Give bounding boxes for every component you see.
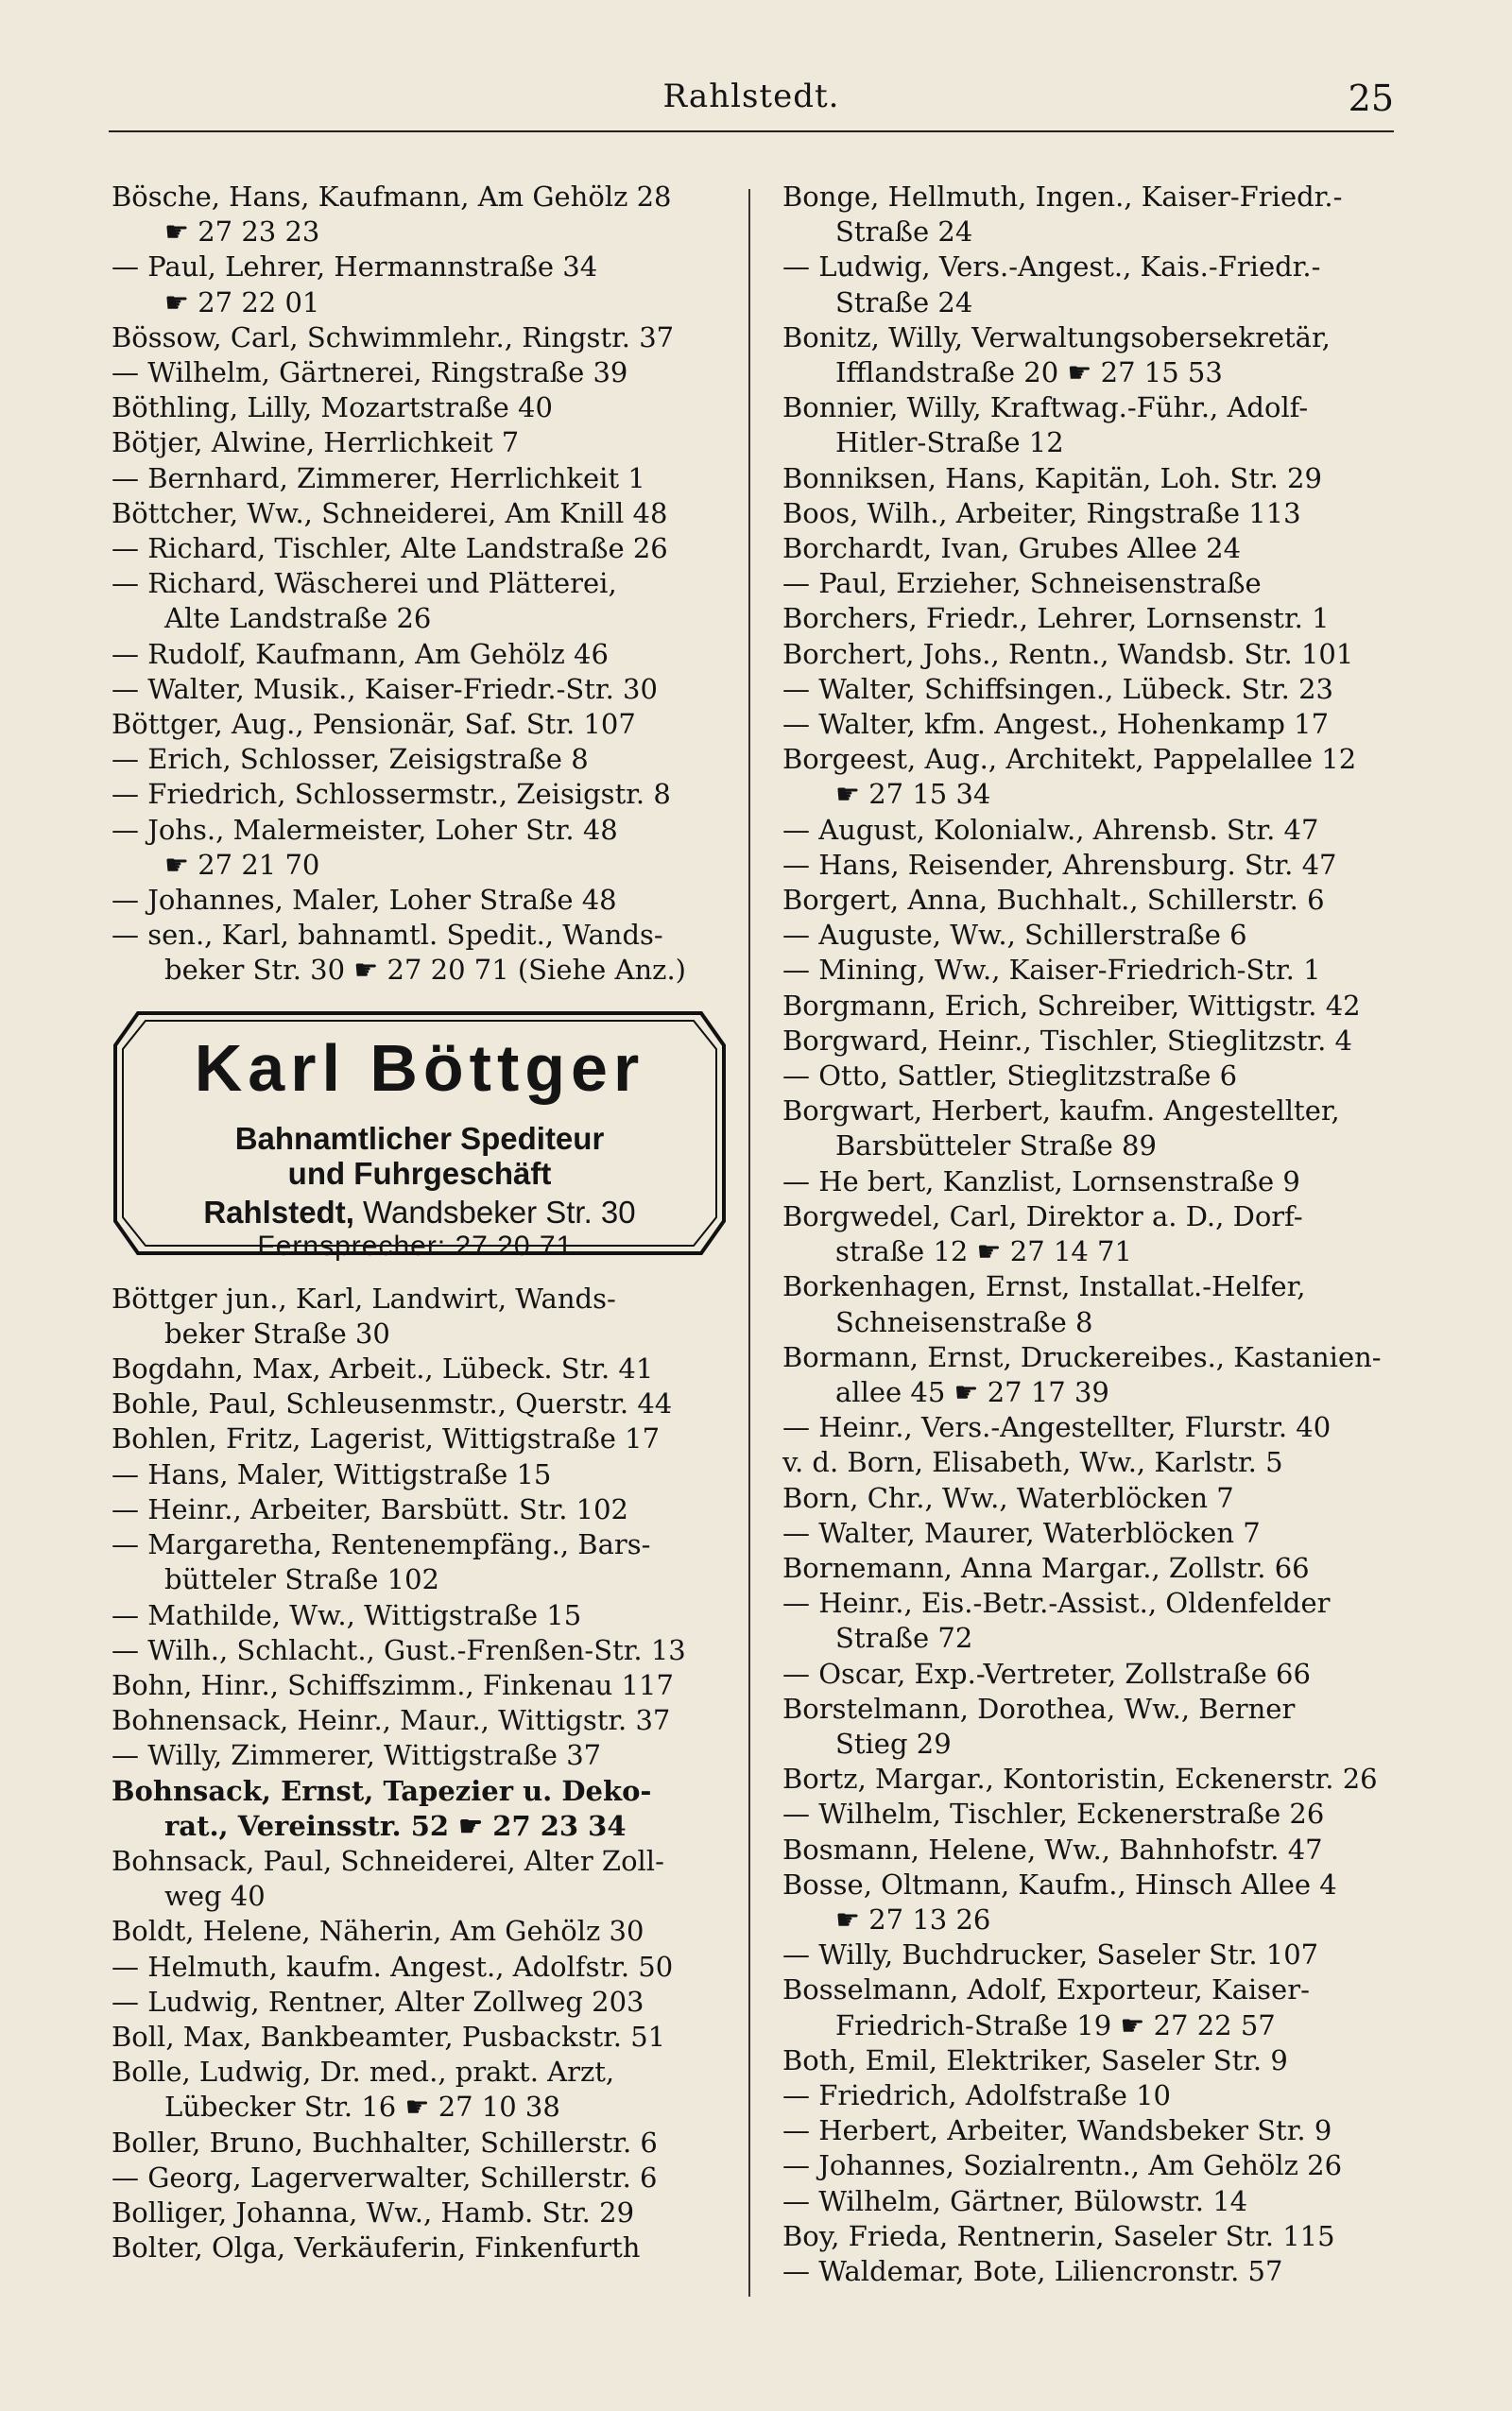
directory-entry: [112, 883, 728, 918]
directory-entry: [782, 180, 1399, 250]
directory-entry: [112, 1457, 728, 1492]
directory-entry: [112, 390, 728, 425]
entry-continuation: Barsbütteler Straße 89: [835, 1129, 1157, 1162]
entry-text: Bogdahn, Max, Arbeit., Lübeck. Str. 41: [112, 1352, 654, 1386]
directory-entry: [782, 1516, 1399, 1551]
entry-text: — Johannes, Maler, Loher Straße 48: [112, 884, 617, 917]
entry-text: Borgeest, Aug., Architekt, Pappelallee 12: [782, 743, 1357, 776]
directory-entry: [782, 813, 1399, 848]
directory-entry: [112, 1492, 728, 1527]
entry-text: — Walter, kfm. Angest., Hohenkamp 17: [782, 708, 1330, 741]
entry-text: — Erich, Schlosser, Zeisigstraße 8: [112, 743, 589, 776]
entry-text: Bosse, Oltmann, Kaufm., Hinsch Allee 4: [782, 1868, 1337, 1901]
entry-text: — Heinr., Vers.-Angestellter, Flurstr. 40: [782, 1411, 1332, 1444]
directory-entry: [782, 672, 1399, 707]
directory-entry: [112, 2161, 728, 2196]
directory-entry: [112, 672, 728, 707]
directory-entry: [782, 320, 1399, 390]
directory-entry: [112, 2020, 728, 2055]
directory-entry: [782, 461, 1399, 496]
entry-text: Bohn, Hinr., Schiffszimm., Finkenau 117: [112, 1668, 674, 1701]
ad-company-name: Karl Böttger: [194, 1030, 645, 1105]
entry-continuation: allee 45 ☛ 27 17 39: [835, 1375, 1109, 1408]
directory-entry: [112, 777, 728, 812]
entry-text: — He bert, Kanzlist, Lornsenstraße 9: [782, 1164, 1300, 1197]
entry-text: Bösche, Hans, Kaufmann, Am Gehölz 28: [112, 181, 672, 213]
entry-text: — Hans, Maler, Wittigstraße 15: [112, 1457, 552, 1490]
entry-text: Boller, Bruno, Buchhalter, Schillerstr. 6: [112, 2126, 658, 2159]
entry-text: Bohnsack, Paul, Schneiderei, Alter Zoll-: [112, 1844, 664, 1877]
directory-entry: [782, 1762, 1399, 1797]
directory-entry: [782, 742, 1399, 812]
entry-continuation: Alte Landstraße 26: [164, 602, 432, 635]
entry-text: — Auguste, Ww., Schillerstraße 6: [782, 919, 1247, 952]
entry-text: Bosselmann, Adolf, Exporteur, Kaiser-: [782, 1973, 1310, 2006]
directory-entry: [112, 1985, 728, 2020]
directory-entry: [112, 531, 728, 566]
directory-entry: [782, 918, 1399, 953]
entry-text: — Mathilde, Ww., Wittigstraße 15: [112, 1598, 582, 1631]
directory-entry: [112, 1703, 728, 1738]
directory-entry: [782, 1445, 1399, 1480]
entry-continuation: Friedrich-Straße 19 ☛ 27 22 57: [835, 2008, 1276, 2041]
entry-text: Boy, Frieda, Rentnerin, Saseler Str. 115: [782, 2219, 1335, 2252]
entry-continuation: Hitler-Straße 12: [835, 426, 1064, 459]
entry-text: — Johs., Malermeister, Loher Str. 48: [112, 813, 618, 846]
entry-text: Borstelmann, Dorothea, Ww., Berner: [782, 1692, 1296, 1725]
entry-text: Boldt, Helene, Näherin, Am Gehölz 30: [112, 1915, 644, 1948]
right-entries: [782, 180, 1399, 2289]
entry-text: Bonniksen, Hans, Kapitän, Loh. Str. 29: [782, 461, 1322, 494]
entry-text: Born, Chr., Ww., Waterblöcken 7: [782, 1481, 1234, 1514]
directory-entry: [112, 1844, 728, 1914]
entry-text: — Willy, Zimmerer, Wittigstraße 37: [112, 1739, 602, 1772]
entry-continuation: ☛ 27 22 01: [164, 285, 320, 319]
entry-text: Bohlen, Fritz, Lagerist, Wittigstraße 17: [112, 1422, 661, 1455]
entry-text: Borchert, Johs., Rentn., Wandsb. Str. 101: [782, 637, 1354, 670]
entry-continuation: bütteler Straße 102: [164, 1563, 440, 1596]
entry-text: — Friedrich, Schlossermstr., Zeisigstr. 8: [112, 778, 671, 811]
directory-entry: [112, 1950, 728, 1985]
entry-text: — Heinr., Eis.-Betr.-Assist., Oldenfelder: [782, 1587, 1331, 1620]
directory-entry: [782, 1972, 1399, 2042]
entry-text: Boll, Max, Bankbeamter, Pusbackstr. 51: [112, 2020, 666, 2053]
entry-text: Borgmann, Erich, Schreiber, Wittigstr. 42: [782, 989, 1361, 1022]
entry-text: — Walter, Maurer, Waterblöcken 7: [782, 1516, 1261, 1549]
directory-entry: [782, 989, 1399, 1024]
right-column: [782, 180, 1399, 2289]
entry-text: — Mining, Ww., Kaiser-Friedrich-Str. 1: [782, 954, 1321, 987]
entry-text: — Richard, Wäscherei und Plätterei,: [112, 567, 617, 600]
advertisement-box: [112, 1009, 728, 1262]
directory-entry: [782, 390, 1399, 460]
directory-entry: [112, 918, 728, 988]
entry-text: Bohle, Paul, Schleusenmstr., Querstr. 44: [112, 1387, 673, 1421]
page-title: Rahlstedt.: [662, 77, 840, 115]
entry-text: Borgert, Anna, Buchhalt., Schillerstr. 6: [782, 884, 1325, 917]
entry-text: Borkenhagen, Ernst, Installat.-Helfer,: [782, 1270, 1306, 1303]
entry-text: — Wilh., Schlacht., Gust.-Frenßen-Str. 13: [112, 1633, 686, 1666]
directory-entry: [112, 180, 728, 250]
entry-text: Borgwart, Herbert, kaufm. Angestellter,: [782, 1094, 1340, 1128]
directory-entry: [782, 601, 1399, 636]
ad-line-1: Bahnamtlicher Spediteur: [234, 1120, 605, 1156]
entry-text: Both, Emil, Elektriker, Saseler Str. 9: [782, 2043, 1288, 2076]
directory-entry: [112, 637, 728, 672]
entry-continuation: Ifflandstraße 20 ☛ 27 15 53: [835, 356, 1223, 389]
directory-entry: [112, 1633, 728, 1668]
entry-text: Bohnensack, Heinr., Maur., Wittigstr. 37: [112, 1704, 671, 1737]
directory-entry: [112, 1352, 728, 1386]
directory-entry: [112, 1738, 728, 1773]
directory-entry: [112, 813, 728, 883]
directory-entry: [112, 1598, 728, 1633]
page-header: [109, 74, 1394, 132]
directory-entry: [782, 1797, 1399, 1832]
entry-text: — Ludwig, Rentner, Alter Zollweg 203: [112, 1985, 644, 2018]
entry-continuation: Straße 72: [835, 1622, 973, 1655]
entry-text: Bössow, Carl, Schwimmlehr., Ringstr. 37: [112, 320, 675, 353]
directory-entry: [782, 1833, 1399, 1868]
directory-entry: [782, 1551, 1399, 1586]
directory-entry: [112, 1914, 728, 1949]
directory-entry: [112, 742, 728, 777]
page-number: 25: [1348, 77, 1394, 119]
directory-entry: [112, 566, 728, 636]
directory-entry: [782, 707, 1399, 742]
directory-entry: [782, 2184, 1399, 2219]
entry-continuation: ☛ 27 15 34: [835, 778, 991, 811]
entry-text: Bohnsack, Ernst, Tapezier u. Deko-: [112, 1774, 652, 1807]
entry-text: Bolle, Ludwig, Dr. med., prakt. Arzt,: [112, 2056, 615, 2089]
entry-text: — Otto, Sattler, Stieglitzstraße 6: [782, 1059, 1238, 1093]
ad-city: Rahlstedt,: [203, 1194, 354, 1230]
directory-entry: [782, 953, 1399, 988]
directory-entry: [782, 1868, 1399, 1937]
entry-text: Bonge, Hellmuth, Ingen., Kaiser-Friedr.-: [782, 181, 1343, 213]
directory-entry: [782, 1657, 1399, 1692]
entry-text: — Johannes, Sozialrentn., Am Gehölz 26: [782, 2149, 1343, 2182]
entry-text: — Wilhelm, Gärtnerei, Ringstraße 39: [112, 356, 628, 389]
entry-continuation: weg 40: [164, 1880, 266, 1913]
entry-continuation: straße 12 ☛ 27 14 71: [835, 1235, 1132, 1268]
directory-entry: [112, 2196, 728, 2230]
directory-entry: [782, 1024, 1399, 1059]
directory-entry: [112, 2126, 728, 2161]
entry-text: Borchardt, Ivan, Grubes Allee 24: [782, 532, 1242, 565]
directory-entry: [782, 1692, 1399, 1762]
entry-text: — Hans, Reisender, Ahrensburg. Str. 47: [782, 848, 1337, 881]
entry-continuation: Straße 24: [835, 215, 973, 249]
entry-text: — Oscar, Exp.-Vertreter, Zollstraße 66: [782, 1657, 1311, 1690]
directory-entry: [782, 2254, 1399, 2289]
entry-text: v. d. Born, Elisabeth, Ww., Karlstr. 5: [782, 1446, 1283, 1479]
entry-text: — Wilhelm, Tischler, Eckenerstraße 26: [782, 1798, 1325, 1831]
entry-continuation: Lübecker Str. 16 ☛ 27 10 38: [164, 2091, 560, 2124]
entry-text: Bosmann, Helene, Ww., Bahnhofstr. 47: [782, 1833, 1323, 1866]
ad-phone: Fernsprecher: 27 20 71.: [257, 1230, 582, 1262]
directory-entry: [782, 1481, 1399, 1516]
directory-entry: [782, 1059, 1399, 1094]
ad-line-2: und Fuhrgeschäft: [287, 1155, 552, 1191]
entry-continuation: rat., Vereinsstr. 52 ☛ 27 23 34: [164, 1809, 627, 1842]
ad-address: [112, 1195, 728, 1231]
left-column: [112, 180, 728, 2265]
entry-text: — Bernhard, Zimmerer, Herrlichkeit 1: [112, 461, 645, 494]
entry-text: — August, Kolonialw., Ahrensb. Str. 47: [782, 813, 1319, 846]
entry-text: — Herbert, Arbeiter, Wandsbeker Str. 9: [782, 2114, 1332, 2147]
directory-entry: [782, 1164, 1399, 1199]
entry-text: — Paul, Lehrer, Hermannstraße 34: [112, 250, 598, 284]
entry-text: Bormann, Ernst, Druckereibes., Kastanien-: [782, 1340, 1382, 1373]
directory-entry: [112, 1421, 728, 1456]
entry-continuation: Schneisenstraße 8: [835, 1305, 1093, 1338]
entry-continuation: beker Straße 30: [164, 1317, 390, 1350]
directory-entry: [782, 2078, 1399, 2113]
entry-text: Bonnier, Willy, Kraftwag.-Führ., Adolf-: [782, 391, 1309, 424]
directory-entry: [782, 1340, 1399, 1410]
directory-entry: [112, 1282, 728, 1352]
directory-entry: [112, 320, 728, 355]
entry-text: — Heinr., Arbeiter, Barsbütt. Str. 102: [112, 1492, 629, 1525]
entry-text: — Ludwig, Vers.-Angest., Kais.-Friedr.-: [782, 250, 1321, 284]
entry-text: Bötjer, Alwine, Herrlichkeit 7: [112, 426, 520, 459]
directory-entry: [782, 1199, 1399, 1269]
entry-text: — Friedrich, Adolfstraße 10: [782, 2078, 1172, 2111]
entry-text: Borgward, Heinr., Tischler, Stieglitzstr. 4: [782, 1024, 1352, 1057]
entry-continuation: ☛ 27 13 26: [835, 1903, 991, 1936]
directory-entry: [782, 883, 1399, 918]
entry-text: Böthling, Lilly, Mozartstraße 40: [112, 391, 553, 424]
entry-text: — Richard, Tischler, Alte Landstraße 26: [112, 532, 668, 565]
column-divider: [748, 189, 750, 2297]
entry-text: — Paul, Erzieher, Schneisenstraße: [782, 567, 1262, 600]
entry-text: — Georg, Lagerverwalter, Schillerstr. 6: [112, 2161, 658, 2194]
left-entries-bottom: [112, 1282, 728, 2266]
directory-entry: [782, 566, 1399, 601]
directory-entry: [782, 531, 1399, 566]
directory-entry: [782, 2219, 1399, 2254]
ad-street: Wandsbeker Str. 30: [353, 1194, 636, 1230]
directory-entry: [782, 2043, 1399, 2078]
directory-entry: [782, 1410, 1399, 1445]
directory-entry: [112, 496, 728, 531]
entry-text: — Rudolf, Kaufmann, Am Gehölz 46: [112, 637, 609, 670]
directory-entry: [112, 425, 728, 460]
entry-text: Böttger jun., Karl, Landwirt, Wands-: [112, 1282, 616, 1315]
entry-text: Bortz, Margar., Kontoristin, Eckenerstr. 26: [782, 1763, 1378, 1796]
entry-text: — Walter, Musik., Kaiser-Friedr.-Str. 30: [112, 672, 658, 705]
entry-text: Bonitz, Willy, Verwaltungsobersekretär,: [782, 320, 1331, 353]
entry-text: — Wilhelm, Gärtner, Bülowstr. 14: [782, 2184, 1248, 2217]
directory-entry: [782, 2113, 1399, 2148]
entry-continuation: Stieg 29: [835, 1727, 952, 1760]
directory-entry: [112, 461, 728, 496]
entry-text: Bolliger, Johanna, Ww., Hamb. Str. 29: [112, 2196, 635, 2229]
entry-continuation: ☛ 27 21 70: [164, 848, 320, 881]
directory-entry: [112, 1527, 728, 1597]
directory-entry: [782, 1937, 1399, 1972]
entry-text: — Helmuth, kaufm. Angest., Adolfstr. 50: [112, 1950, 674, 1983]
entry-continuation: Straße 24: [835, 285, 973, 319]
directory-entry: [782, 250, 1399, 319]
entry-text: — Margaretha, Rentenempfäng., Bars-: [112, 1528, 651, 1561]
entry-text: Bornemann, Anna Margar., Zollstr. 66: [782, 1551, 1310, 1584]
entry-text: — sen., Karl, bahnamtl. Spedit., Wands-: [112, 919, 663, 952]
entry-text: Boos, Wilh., Arbeiter, Ringstraße 113: [782, 496, 1301, 529]
directory-entry: [112, 1386, 728, 1421]
directory-entry: [112, 2230, 728, 2265]
left-entries-top: [112, 180, 728, 989]
directory-entry: [782, 1269, 1399, 1339]
directory-entry: [782, 496, 1399, 531]
directory-entry: [782, 2148, 1399, 2183]
entry-text: Böttger, Aug., Pensionär, Saf. Str. 107: [112, 708, 636, 741]
entry-text: — Willy, Buchdrucker, Saseler Str. 107: [782, 1938, 1319, 1972]
directory-entry: [112, 2055, 728, 2125]
directory-entry: [112, 1774, 728, 1844]
entry-text: Bolter, Olga, Verkäuferin, Finkenfurth: [112, 2231, 641, 2265]
directory-entry: [112, 707, 728, 742]
entry-text: Borgwedel, Carl, Direktor a. D., Dorf-: [782, 1199, 1303, 1232]
entry-text: — Walter, Schiffsingen., Lübeck. Str. 23: [782, 672, 1334, 705]
entry-continuation: ☛ 27 23 23: [164, 215, 320, 249]
directory-entry: [782, 637, 1399, 672]
directory-entry: [782, 848, 1399, 883]
entry-text: Borchers, Friedr., Lehrer, Lornsenstr. 1: [782, 602, 1330, 635]
entry-text: — Waldemar, Bote, Liliencronstr. 57: [782, 2254, 1283, 2287]
directory-entry: [112, 1668, 728, 1703]
entry-continuation: beker Str. 30 ☛ 27 20 71 (Siehe Anz.): [164, 954, 686, 987]
directory-entry: [782, 1586, 1399, 1656]
directory-entry: [112, 355, 728, 390]
entry-text: Böttcher, Ww., Schneiderei, Am Knill 48: [112, 496, 668, 529]
directory-entry: [112, 250, 728, 319]
directory-entry: [782, 1094, 1399, 1163]
